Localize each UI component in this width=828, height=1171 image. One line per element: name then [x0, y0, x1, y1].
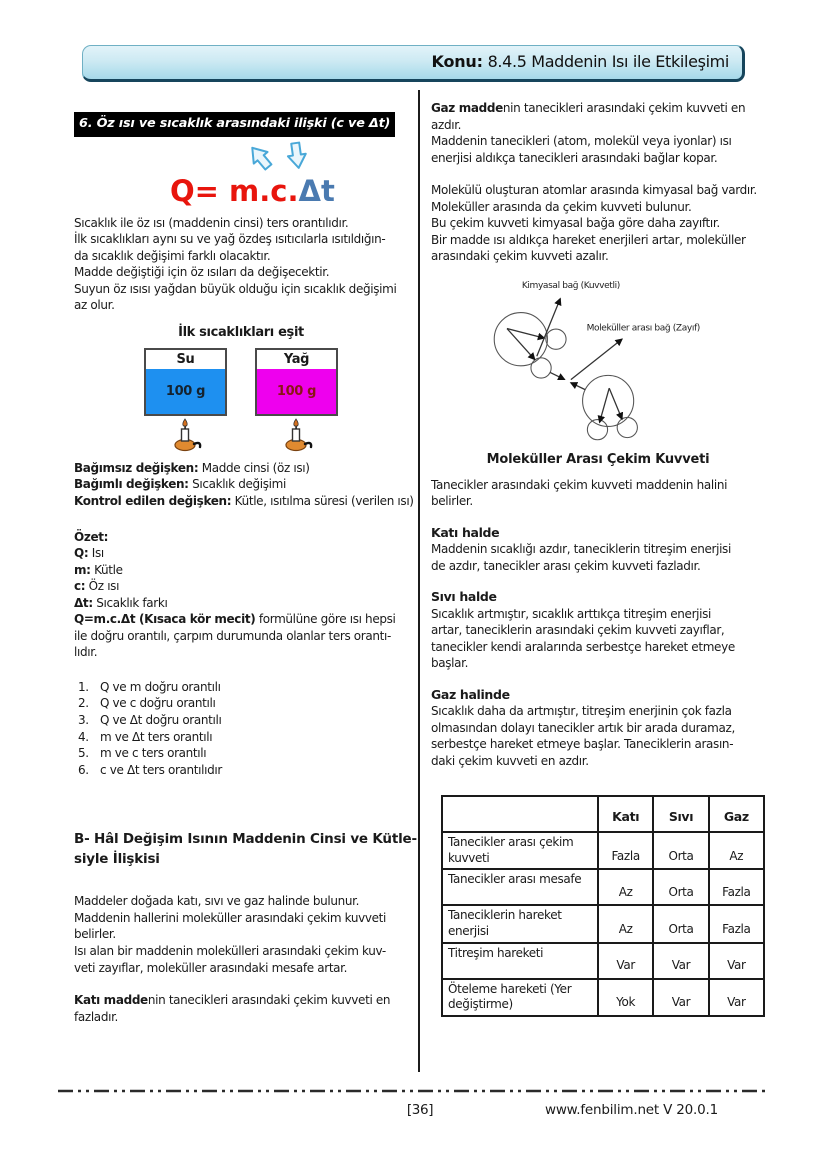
liquid-state-block — [431, 588, 785, 671]
table-cell: Var — [709, 979, 764, 1016]
oil-beaker-unit — [255, 348, 338, 452]
section-6-intro: Sıcaklık ile öz ısı (maddenin cinsi) ters orantılıdır. İlk sıcaklıkları aynı su ve yağ özdeş ısıtıcılarla ısıtıldığın- da sıcaklık değişimi farklı olacaktır. Madde değiştiği için öz ısıları da değişecektir. Suyun öz ısısı yağdan büyük olduğu için sıcaklık değişimi az olur. — [74, 215, 397, 313]
table-cell: Fazla — [598, 832, 653, 869]
table-cell: Orta — [653, 905, 708, 942]
definition-delta-t: Δt: Sıcaklık farkı — [74, 595, 168, 610]
table-corner-cell — [442, 796, 598, 832]
list-item: 5. m ve c ters orantılı — [78, 746, 207, 761]
liquid-state-text: Sıcaklık artmıştır, sıcaklık arttıkça titreşim enerjisi artar, taneciklerin arasındaki çekim kuvveti zayıflar, tanecikler kendi aralarında serbestçe hareket etmeye başlar. — [431, 606, 735, 671]
table-cell: Az — [598, 905, 653, 942]
table-cell: Var — [598, 943, 653, 979]
column-header-kati: Katı — [598, 796, 653, 832]
proportion-list — [78, 679, 418, 778]
table-row — [442, 905, 764, 942]
particles-bonds-para: Maddenin tanecikleri (atom, molekül veya iyonlar) ısı enerjisi aldıkça tanecikleri arasındaki bağlar kopar. — [431, 134, 732, 165]
independent-variable: Bağımsız değişken: Madde cinsi (öz ısı) — [74, 460, 310, 475]
attraction-determines-state: Tanecikler arasındaki çekim kuvveti maddenin halini belirler. — [431, 477, 728, 509]
gas-state-block — [431, 686, 785, 769]
row-label: Tanecikler arası çekim kuvveti — [442, 832, 598, 869]
formula-arrows — [242, 139, 418, 175]
double-arrow-icon — [242, 139, 322, 175]
website-version: www.fenbilim.net V 20.0.1 — [545, 1102, 718, 1118]
water-beaker — [144, 348, 227, 416]
definition-m: m: Kütle — [74, 562, 123, 577]
row-label: Tanecikler arası mesafe — [442, 869, 598, 905]
topic-label: Konu: — [431, 52, 483, 71]
table-row — [442, 979, 764, 1016]
table-cell: Var — [709, 943, 764, 979]
row-label: Öteleme hareketi (Yer değiştirme) — [442, 979, 598, 1016]
summary-block — [74, 529, 418, 661]
intermolecular-bond-label: Moleküller arası bağ (Zayıf) — [586, 323, 700, 334]
table-cell: Orta — [653, 832, 708, 869]
solid-state-block — [431, 524, 785, 574]
table-row — [442, 869, 764, 905]
table-row — [442, 832, 764, 869]
table-cell: Orta — [653, 869, 708, 905]
formula-mnemonic: Q=m.c.Δt (Kısaca kör mecit) formülüne göre ısı hepsi ile doğru orantılı, çarpım durumunda olanlar ters orantı- lıdır. — [74, 612, 396, 660]
list-item: 2. Q ve c doğru orantılı — [78, 696, 216, 711]
beaker-label: Su — [176, 351, 195, 367]
list-item: 6. c ve Δt ters orantılıdır — [78, 762, 222, 777]
table-cell: Yok — [598, 979, 653, 1016]
summary-title: Özet: — [74, 529, 109, 544]
solid-state-heading: Katı halde — [431, 524, 500, 540]
burner-icon — [280, 418, 314, 452]
column-header-sivi: Sıvı — [653, 796, 708, 832]
list-item: 1. Q ve m doğru orantılı — [78, 679, 221, 694]
delta-t: Δt — [298, 173, 335, 208]
section-b-intro: Maddeler doğada katı, sıvı ve gaz halinde bulunur. Maddenin hallerini moleküller arasındaki çekim kuvveti belirler. Isı alan bir maddenin molekülleri arasındaki çekim kuv- veti zayıflar, moleküller arasındaki mesafe artar. — [74, 894, 387, 975]
row-label: Taneciklerin hareket enerjisi — [442, 905, 598, 942]
column-divider — [418, 90, 420, 1072]
experiment-variables — [74, 460, 418, 510]
table-header-row — [442, 796, 764, 832]
table-cell: Var — [653, 943, 708, 979]
column-header-gaz: Gaz — [709, 796, 764, 832]
table-cell: Az — [598, 869, 653, 905]
page-number: [36] — [406, 1102, 434, 1118]
diagram-caption: Moleküller Arası Çekim Kuvveti — [486, 451, 710, 467]
oil-liquid: 100 g — [257, 369, 336, 414]
footer-divider — [58, 1088, 770, 1094]
water-beaker-unit — [144, 348, 227, 452]
figure-caption: İlk sıcaklıkları eşit — [178, 324, 304, 340]
section-b-heading: B- Hâl Değişim Isının Maddenin Cinsi ve Kütle- siyle İlişkisi — [74, 831, 417, 867]
controlled-variable: Kontrol edilen değişken: Kütle, ısıtılma süresi (verilen ısı) — [74, 493, 414, 508]
topic-title: 8.4.5 Maddenin Isı ile Etkileşimi — [482, 52, 729, 71]
table-row — [442, 943, 764, 979]
states-comparison-table — [441, 795, 765, 1017]
definition-c: c: Öz ısı — [74, 579, 120, 594]
solid-state-text: Maddenin sıcaklığı azdır, taneciklerin titreşim enerjisi de azdır, tanecikler arası çekim kuvveti fazladır. — [431, 542, 731, 573]
liquid-state-heading: Sıvı halde — [431, 589, 497, 605]
right-column — [431, 100, 785, 1017]
table-cell: Fazla — [709, 869, 764, 905]
beaker-label: Yağ — [283, 351, 310, 367]
table-cell: Var — [653, 979, 708, 1016]
gas-state-text: Sıcaklık daha da artmıştır, titreşim enerjinin çok fazla olmasından dolayı tanecikler artık bir arada duramaz, serbestçe hareket etmeye başlar. Taneciklerin arasın- daki çekim kuvveti en azdır. — [431, 703, 735, 768]
table-cell: Az — [709, 832, 764, 869]
gas-matter-note: Gaz maddenin tanecikleri arasındaki çekim kuvveti en azdır. — [431, 101, 746, 132]
topic-header-bar — [82, 45, 745, 82]
dependent-variable: Bağımlı değişken: Sıcaklık değişimi — [74, 477, 286, 492]
row-label: Titreşim hareketi — [442, 943, 598, 979]
heat-formula: Q= m.c.Δt — [170, 173, 335, 208]
oil-beaker — [255, 348, 338, 416]
solid-matter-note: Katı maddenin tanecikleri arasındaki çekim kuvveti en fazladır. — [74, 993, 391, 1024]
section-6-title: 6. Öz ısı ve sıcaklık arasındaki ilişki (c ve Δt) — [74, 112, 395, 137]
beakers-figure — [144, 324, 338, 452]
gas-state-heading: Gaz halinde — [431, 686, 510, 702]
chemical-bond-label: Kimyasal bağ (Kuvvetli) — [521, 281, 620, 292]
list-item: 4. m ve Δt ters orantılı — [78, 729, 213, 744]
left-column — [74, 112, 418, 1025]
table-cell: Fazla — [709, 905, 764, 942]
chemical-bond-para: Molekülü oluşturan atomlar arasında kimyasal bağ vardır. Moleküller arasında da çekim kuvveti bulunur. Bu çekim kuvveti kimyasal bağa göre daha zayıftır. Bir madde ısı aldıkça hareket enerjileri artar, moleküller arasındaki çekim kuvveti azalır. — [431, 183, 757, 264]
definition-Q: Q: Isı — [74, 546, 104, 561]
list-item: 3. Q ve Δt doğru orantılı — [78, 713, 222, 727]
water-liquid: 100 g — [146, 369, 225, 414]
molecule-diagram — [441, 273, 771, 449]
burner-icon — [169, 418, 203, 452]
